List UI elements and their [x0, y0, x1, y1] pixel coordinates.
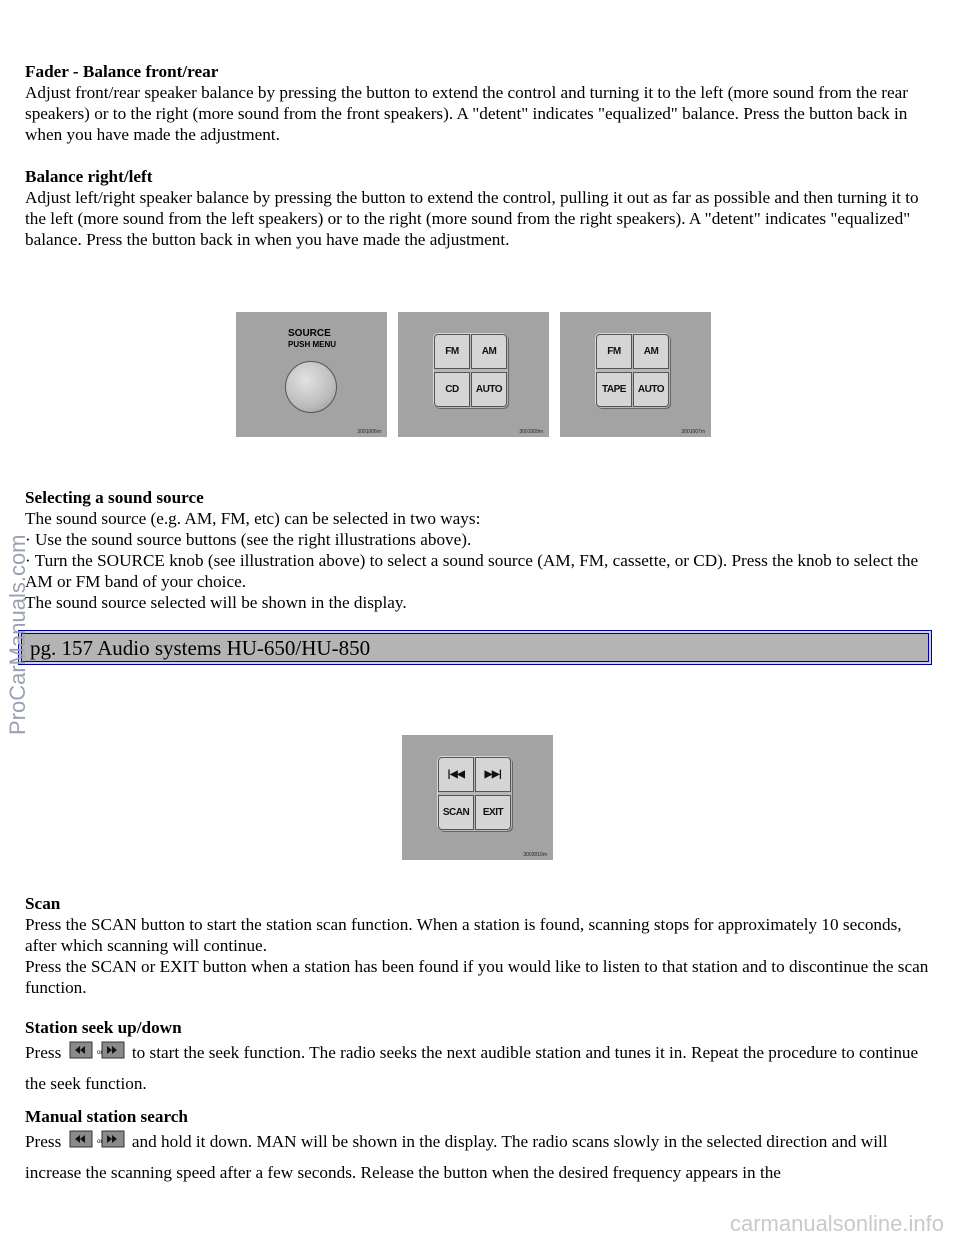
seek-buttons-icon	[69, 1128, 125, 1158]
source-label: SOURCE	[288, 328, 331, 339]
am-button: AM	[633, 334, 669, 369]
balance-heading: Balance right/left	[25, 167, 153, 186]
side-watermark: ProCarManuals.com	[5, 534, 30, 735]
fm-button: FM	[434, 334, 470, 369]
exit-button: EXIT	[475, 795, 511, 830]
source-section	[25, 487, 937, 613]
cd-keypad	[434, 334, 508, 408]
figure-code: 3001009m	[519, 429, 543, 435]
page-banner-title: pg. 157 Audio systems HU-650/HU-850	[30, 636, 371, 660]
push-menu-label: PUSH MENU	[288, 340, 337, 349]
source-knob	[285, 361, 337, 413]
figure-code: 3003010m	[523, 852, 547, 858]
auto-button: AUTO	[471, 372, 507, 407]
scan-line: Press the SCAN or EXIT button when a station has been found if you would like to listen to that station and to discontinue the scan function.	[25, 957, 929, 997]
auto-button: AUTO	[633, 372, 669, 407]
source-line: The sound source selected will be shown in the display.	[25, 593, 407, 612]
source-line: · Turn the SOURCE knob (see illustration above) to select a sound source (AM, FM, cassette, or CD). Press the knob to select the AM or FM band of your choice.	[25, 551, 919, 591]
seek-buttons-icon	[69, 1039, 125, 1069]
manual-press: Press	[25, 1132, 62, 1151]
tape-button: TAPE	[596, 372, 632, 407]
manual-section	[25, 1106, 937, 1188]
fader-body: Adjust front/rear speaker balance by pressing the button to extend the control and turning it to the left (more sound from the rear speakers) or to the right (more sound from the front speakers). A "detent" indicates "equalized" balance. Press the button back in when you have made the adjustment.	[25, 83, 908, 144]
source-heading: Selecting a sound source	[25, 488, 204, 507]
balance-section	[25, 166, 937, 250]
fader-section	[25, 61, 937, 145]
fader-heading: Fader - Balance front/rear	[25, 62, 219, 81]
scan-heading: Scan	[25, 894, 61, 913]
scan-line: Press the SCAN button to start the station scan function. When a station is found, scanning stops for approximately 10 seconds, after which scanning will continue.	[25, 915, 902, 955]
cd-button: CD	[434, 372, 470, 407]
source-line: The sound source (e.g. AM, FM, etc) can be selected in two ways:	[25, 509, 481, 528]
balance-body: Adjust left/right speaker balance by pressing the button to extend the control, pulling it out as far as possible and then turning it to the left (more sound from the left speakers) or to the right (more sound from the right speakers). A "detent" indicates "equalized" balance. Press the button back in when you have made the adjustment.	[25, 188, 919, 249]
tape-source-buttons-figure	[560, 312, 711, 437]
or-label: or	[96, 1050, 102, 1057]
seek-section	[25, 1017, 937, 1099]
manual-body: and hold it down. MAN will be shown in the display. The radio scans slowly in the selected direction and will increase the scanning speed after a few seconds. Release the button when the desired frequency appears in the	[25, 1132, 888, 1183]
scan-button: SCAN	[438, 795, 474, 830]
seek-up-button: ▶▶|	[475, 757, 511, 792]
figure-code: 3001006m	[357, 429, 381, 435]
figure-code: 3001007m	[681, 429, 705, 435]
seek-body: to start the seek function. The radio seeks the next audible station and tunes it in. Repeat the procedure to continue the seek function.	[25, 1043, 919, 1094]
fm-button: FM	[596, 334, 632, 369]
or-label: or	[96, 1139, 102, 1146]
source-knob-figure	[236, 312, 387, 437]
scan-section	[25, 893, 937, 998]
page-banner	[18, 630, 932, 665]
manual-heading: Manual station search	[25, 1107, 188, 1126]
footer-watermark[interactable]: carmanualsonline.info	[729, 1211, 944, 1236]
seek-heading: Station seek up/down	[25, 1018, 182, 1037]
am-button: AM	[471, 334, 507, 369]
scan-buttons-figure	[402, 735, 553, 860]
seek-down-button: |◀◀	[438, 757, 474, 792]
scan-keypad	[438, 757, 512, 831]
source-line: · Use the sound source buttons (see the right illustrations above).	[25, 530, 472, 549]
seek-press: Press	[25, 1043, 62, 1062]
tape-keypad	[596, 334, 670, 408]
cd-source-buttons-figure	[398, 312, 549, 437]
source-knob-label	[288, 328, 336, 350]
